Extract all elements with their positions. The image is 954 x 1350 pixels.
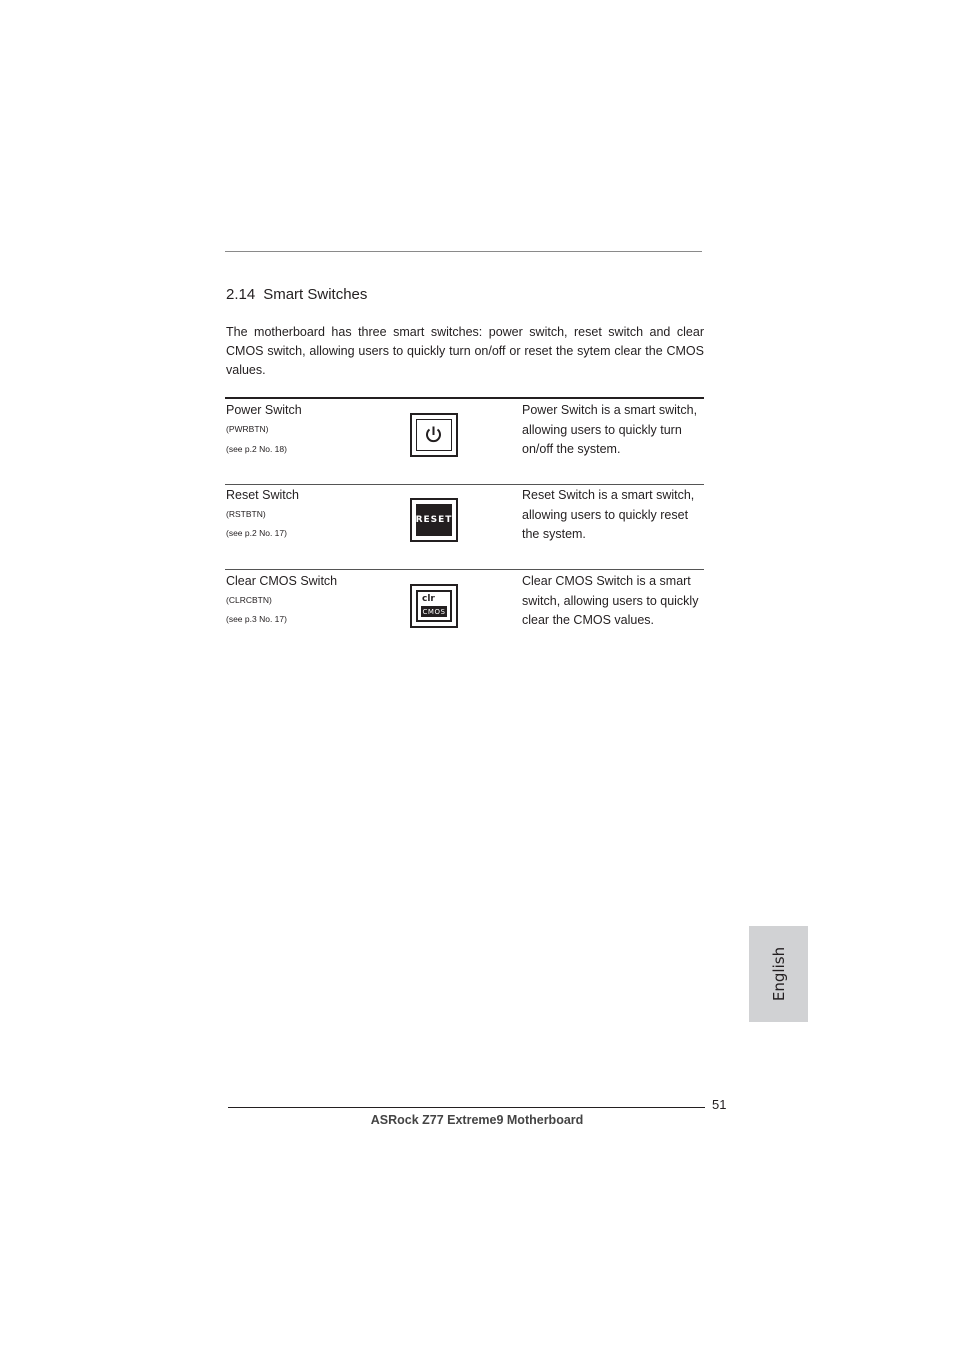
clear-cmos-switch-code: (CLRCBTN) — [226, 595, 272, 605]
reset-switch-name: Reset Switch — [226, 488, 299, 502]
reset-switch-code: (RSTBTN) — [226, 509, 266, 519]
clear-cmos-switch-description: Clear CMOS Switch is a smart switch, allowing users to quickly clear the CMOS values. — [522, 574, 699, 627]
language-tab — [749, 926, 808, 1022]
clr-label: clr — [422, 594, 435, 604]
row-divider — [225, 484, 704, 485]
reset-icon-label: RESET — [416, 504, 452, 536]
power-icon — [410, 413, 458, 457]
power-switch-ref: (see p.2 No. 18) — [226, 444, 287, 454]
reset-switch-description: Reset Switch is a smart switch, allowing users to quickly reset the system. — [522, 488, 695, 541]
row-divider — [225, 569, 704, 570]
cmos-label: CMOS — [422, 607, 446, 616]
clear-cmos-icon — [410, 584, 458, 628]
intro-paragraph: The motherboard has three smart switches: power switch, reset switch and clear CMOS switch, allowing users to quickly turn on/off or reset the sytem clear the CMOS values. — [226, 325, 704, 377]
page-number: 51 — [712, 1097, 727, 1112]
clear-cmos-switch-ref: (see p.3 No. 17) — [226, 614, 287, 624]
top-divider — [225, 251, 702, 252]
reset-icon — [410, 498, 458, 542]
power-switch-name: Power Switch — [226, 403, 302, 417]
table-top-rule — [225, 397, 704, 399]
section-number: 2.14 — [226, 286, 256, 303]
power-switch-code: (PWRBTN) — [226, 424, 269, 434]
section-title-text: Smart Switches — [263, 286, 368, 303]
language-tab-label: English — [769, 946, 788, 1002]
footer-product: ASRock Z77 Extreme9 Motherboard — [370, 1113, 584, 1127]
reset-switch-ref: (see p.2 No. 17) — [226, 528, 287, 538]
section-title — [226, 286, 367, 303]
power-switch-description: Power Switch is a smart switch, allowing users to quickly turn on/off the system. — [522, 403, 698, 456]
footer-divider — [228, 1107, 705, 1108]
clear-cmos-switch-name: Clear CMOS Switch — [226, 574, 338, 588]
